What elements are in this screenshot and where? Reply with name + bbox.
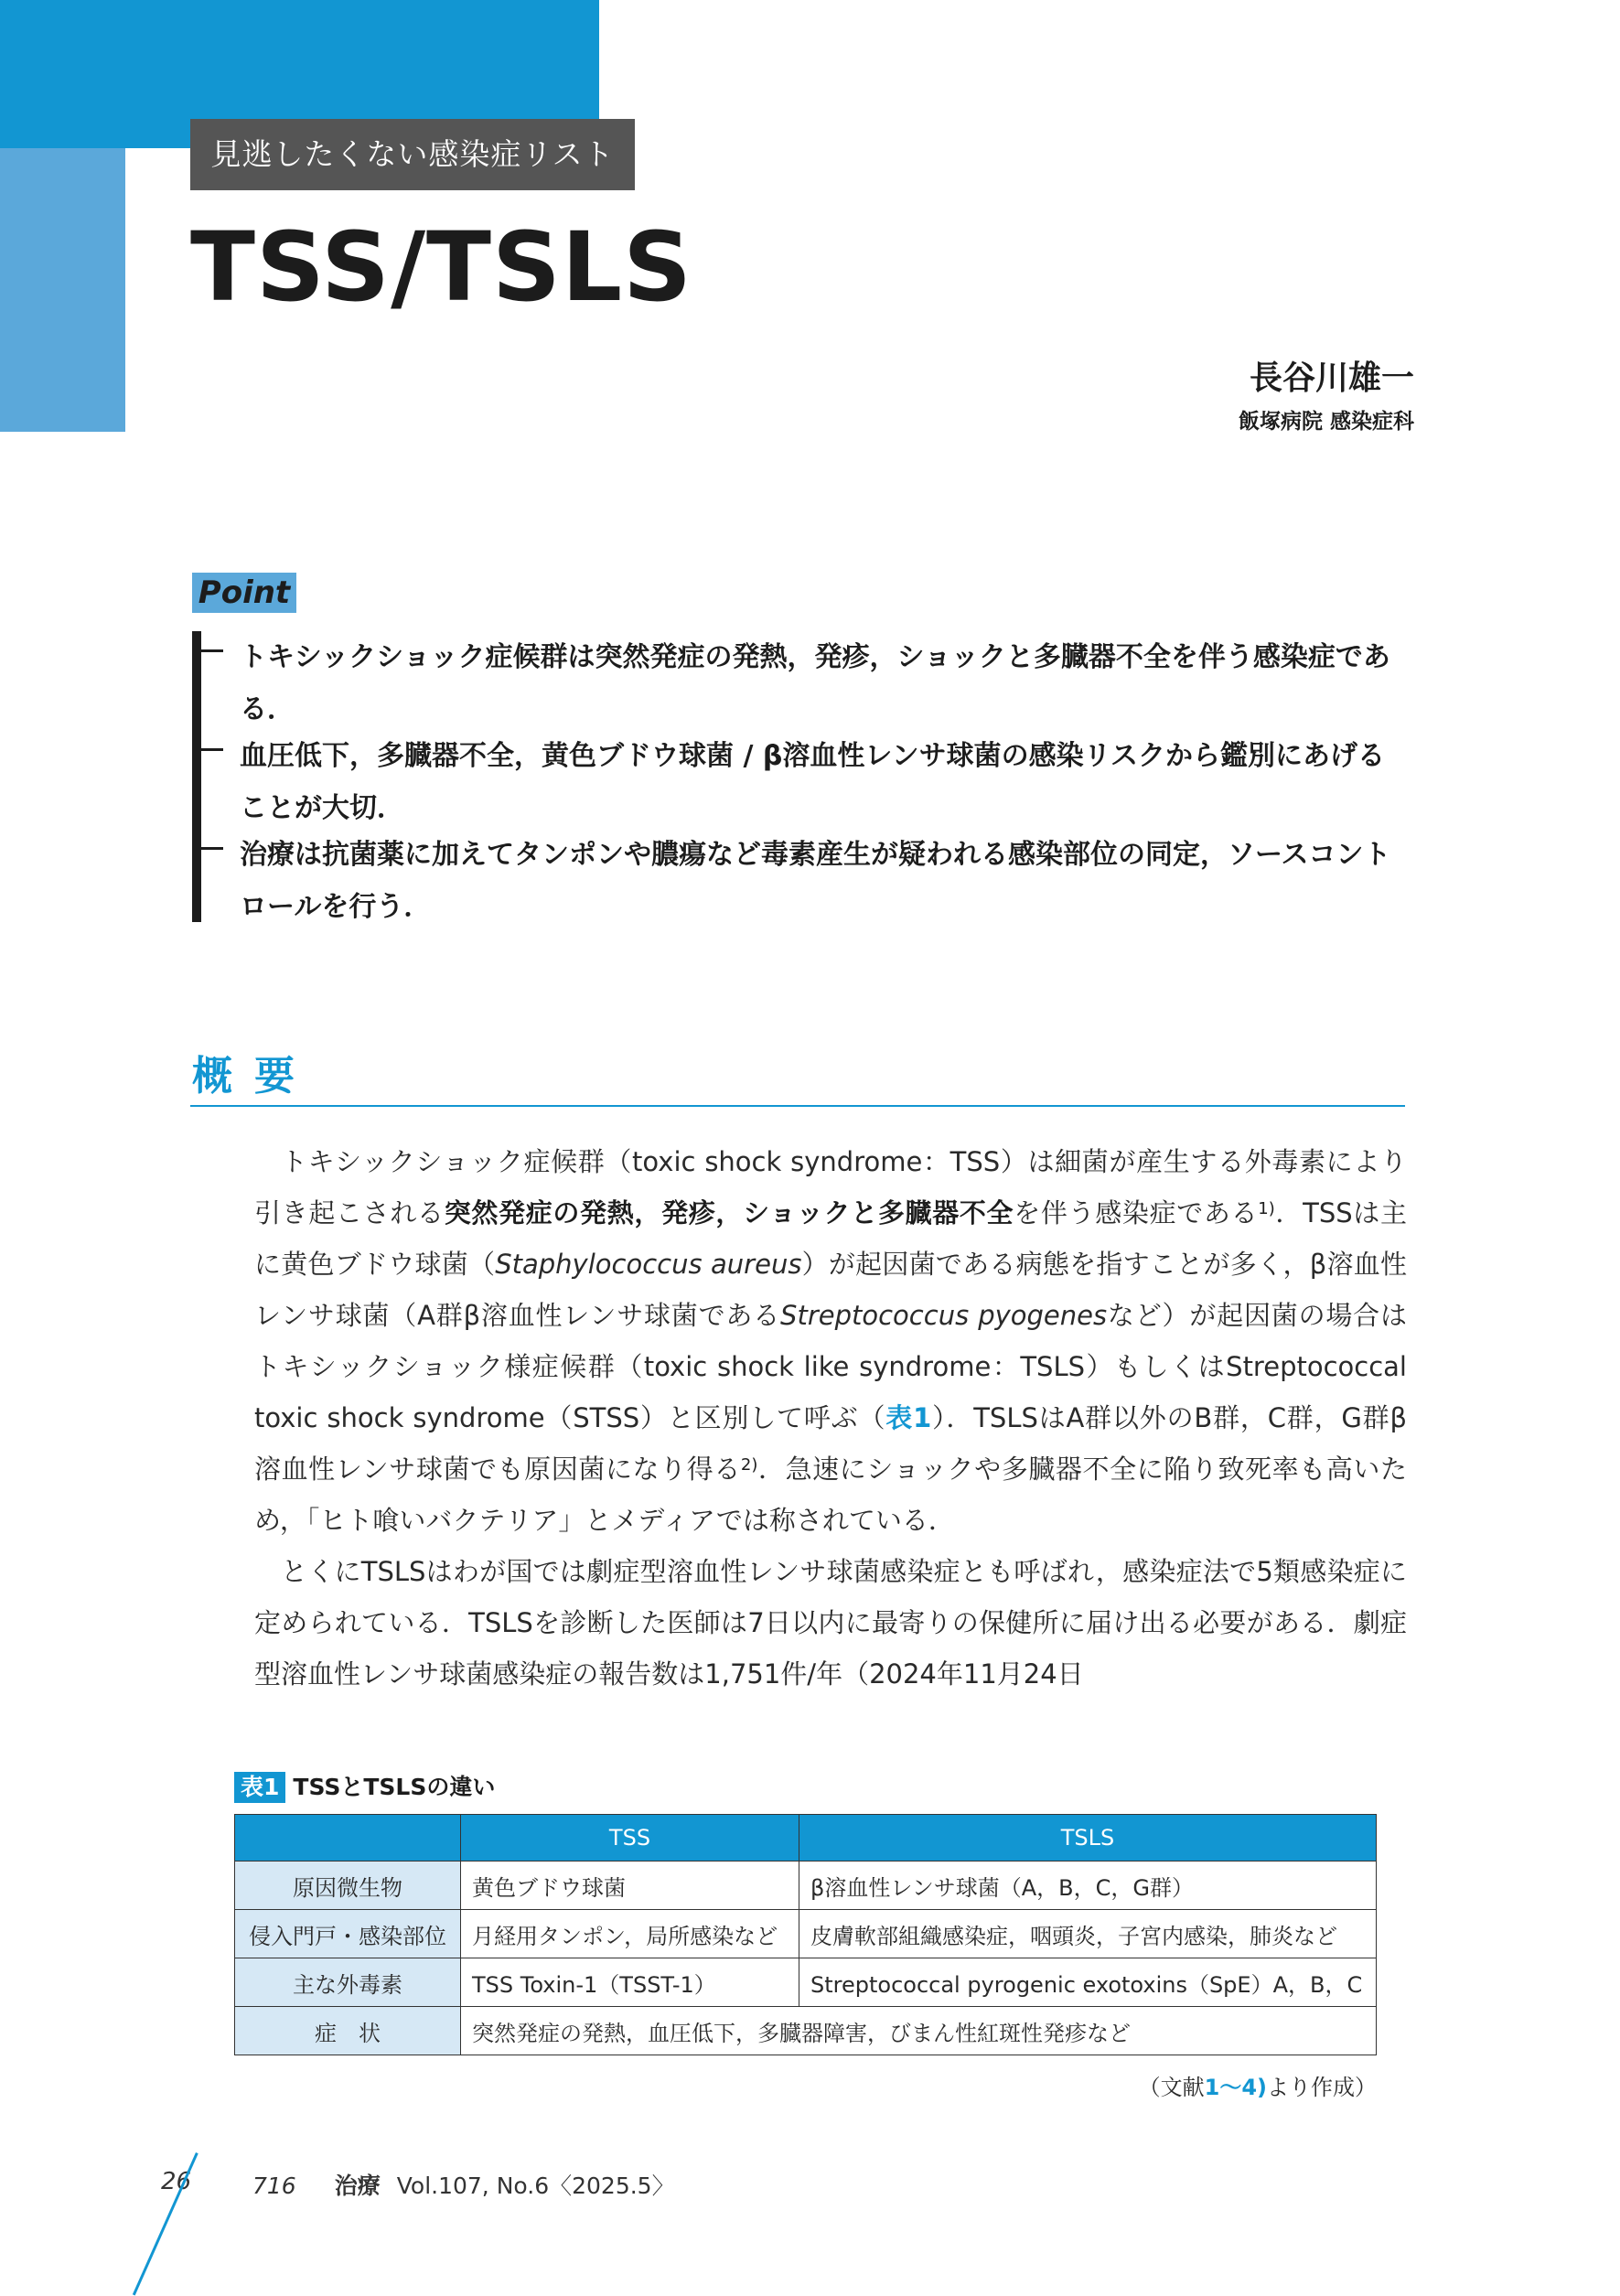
paragraph-1: トキシックショック症候群（toxic shock syndrome：TSS）は細菌が産生する外毒素により引き起こされる突然発症の発熱，発疹，ショックと多臓器不全を伴う感染症である$^{1)}$．TSSは主に黄色ブドウ球菌（Staphylococcus aureus）が起因菌である病態を指すことが多く，β溶血性レンサ球菌（A群β溶血性レンサ球菌であるStreptococcus pyogenesなど）が起因菌の場合はトキシックショック様症候群（toxic shock like syndrome：TSLS）もしくはStreptococcal toxic shock syndrome（STSS）と区別して呼ぶ（表1）．TSLSはA群以外のB群，C群，G群β溶血性レンサ球菌でも原因菌になり得る$^{2)}$．急速にショックや多臓器不全に陥り致死率も高いため，「ヒト喰いバクテリア」とメディアでは称されている． (254, 1146, 1408, 1536)
table-row (235, 2007, 1377, 2055)
emphasis-symptoms: 突然発症の発熱，発疹，ショックと多臓器不全 (444, 1197, 1014, 1228)
article-title: TSS/TSLS (190, 211, 693, 323)
source-citation: 1〜4) (1204, 2075, 1267, 2100)
row-label: 症 状 (235, 2007, 461, 2055)
table-header-corner (235, 1815, 461, 1861)
citation-2: 2) (740, 1455, 758, 1475)
table-row (235, 1861, 1377, 1910)
section-divider (190, 1105, 1405, 1107)
journal-volume: Vol.107, No.6〈2025.5〉 (396, 2173, 675, 2199)
species-name: Streptococcus pyogenes (780, 1300, 1108, 1331)
point-bar (192, 631, 201, 922)
cell-tss: 黄色ブドウ球菌 (461, 1861, 799, 1910)
body-text (254, 1136, 1407, 1700)
paragraph-2: とくにTSLSはわが国では劇症型溶血性レンサ球菌感染症とも呼ばれ，感染症法で5類感染症に定められている．TSLSを診断した医師は7日以内に最寄りの保健所に届け出る必要がある．劇症型溶血性レンサ球菌感染症の報告数は1,751件/年（2024年11月24日 (254, 1556, 1407, 1690)
point-text: 血圧低下，多臓器不全，黄色ブドウ球菌 / β溶血性レンサ球菌の感染リスクから鑑別にあげることが大切． (240, 740, 1385, 824)
cell-tss: TSS Toxin-1（TSST-1） (461, 1958, 799, 2007)
cell-merged: 突然発症の発熱，血圧低下，多臓器障害，びまん性紅斑性発疹など (461, 2007, 1377, 2055)
point-tick (201, 847, 223, 850)
cell-tsls: Streptococcal pyrogenic exotoxins（SpE）A，B，C (799, 1958, 1377, 2007)
cell-tsls: 皮膚軟部組織感染症，咽頭炎，子宮内感染，肺炎など (799, 1910, 1377, 1958)
row-label: 原因微生物 (235, 1861, 461, 1910)
author-affiliation: 飯塚病院 感染症科 (1238, 410, 1414, 434)
comparison-table (234, 1814, 1377, 2055)
page-number: 26 (161, 2168, 192, 2195)
point-tick (201, 748, 223, 751)
table-header-tsls: TSLS (799, 1815, 1377, 1861)
point-tick (201, 649, 223, 652)
table-header-tss: TSS (461, 1815, 799, 1861)
point-label: Point (192, 573, 296, 613)
table-header-row (235, 1815, 1377, 1861)
author-name: 長谷川雄一 (1249, 359, 1414, 397)
point-text: トキシックショック症候群は突然発症の発熱，発疹，ショックと多臓器不全を伴う感染症である． (240, 641, 1390, 725)
table-row (235, 1958, 1377, 2007)
point-text: 治療は抗菌薬に加えてタンポンや膿瘍など毒素産生が疑われる感染部位の同定，ソースコントロールを行う． (240, 839, 1391, 923)
journal-name: 治療 (334, 2173, 381, 2199)
series-label: 見逃したくない感染症リスト (190, 119, 635, 190)
citation-1: 1) (1258, 1199, 1275, 1218)
table-tag: 表1 (234, 1772, 285, 1803)
species-name: Staphylococcus aureus (495, 1249, 802, 1280)
journal-footer (252, 2168, 675, 2201)
journal-page-number: 716 (252, 2173, 296, 2199)
table-source-note: （文献1〜4)より作成） (1138, 2075, 1377, 2100)
cell-tsls: β溶血性レンサ球菌（A，B，C，G群） (799, 1861, 1377, 1910)
section-heading: 概要 (192, 1053, 316, 1100)
row-label: 侵入門戸・感染部位 (235, 1910, 461, 1958)
row-label: 主な外毒素 (235, 1958, 461, 2007)
table-row (235, 1910, 1377, 1958)
cell-tss: 月経用タンポン，局所感染など (461, 1910, 799, 1958)
table-title: TSSとTSLSの違い (293, 1774, 496, 1800)
table-reference[interactable]: 表1 (885, 1402, 932, 1433)
table-caption (234, 1769, 495, 1803)
header-accent-strip (0, 148, 125, 432)
